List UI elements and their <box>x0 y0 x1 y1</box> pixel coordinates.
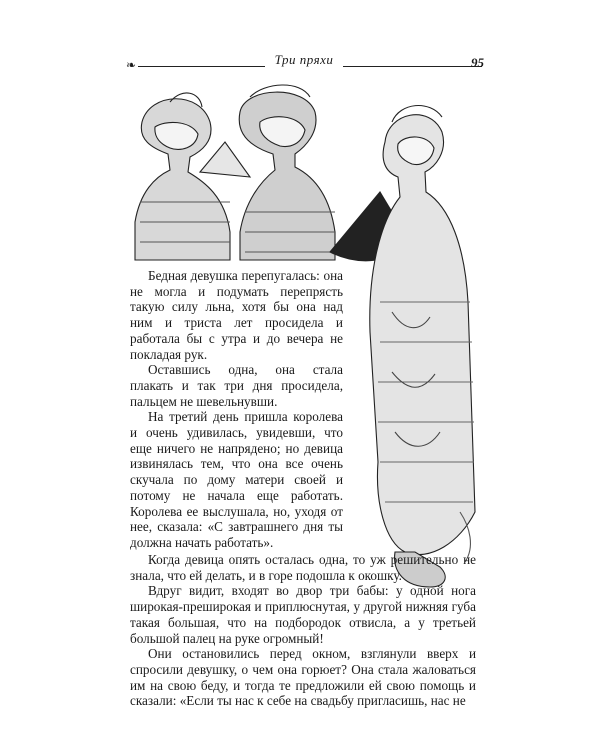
text-column-full <box>130 552 476 709</box>
paragraph: Они остановились перед окном, взглянули вверх и спросили девушку, о чем она горюет? Она стала жаловаться им на свою беду, и тогда те предложили ей свою помощь и сказали: «Если ты нас к себе на свадьбу пригласишь, нас не <box>130 646 476 709</box>
ornament-flourish-icon: ❧ <box>126 58 137 72</box>
chapter-title: Три пряхи <box>126 52 482 68</box>
text-column-narrow <box>130 268 343 551</box>
running-header <box>126 52 482 78</box>
page-number: 95 <box>471 55 484 70</box>
paragraph: Вдруг видит, входят во двор три бабы: у одной нога широкая-преширокая и приплюснутая, у другой нижняя губа такая большая, что на подбородок отвисла, а у третьей большой палец на руке огромный! <box>130 583 476 646</box>
paragraph: Бедная девушка перепугалась: она не могла и подумать перепрясть такую силу льна, хотя бы она над ним и триста лет просидела и работала бы с утра и до вечера не покладая рук. <box>130 268 343 362</box>
paragraph: Оставшись одна, она стала плакать и так три дня просидела, пальцем не шевельнувши. <box>130 362 343 409</box>
paragraph: На третий день пришла королева и очень удивилась, увидевши, что еще ничего не напрядено; но девица извинялась тем, что она все очень скучала по дому матери своей и потому не начала еще работать. Королева ее выслушала, но, уходя от нее, сказала: «С завтрашнего дня ты должна начать работать». <box>130 409 343 550</box>
paragraph: Когда девица опять осталась одна, то уж решительно не знала, что ей делать, и в горе подошла к окошку. <box>130 552 476 583</box>
